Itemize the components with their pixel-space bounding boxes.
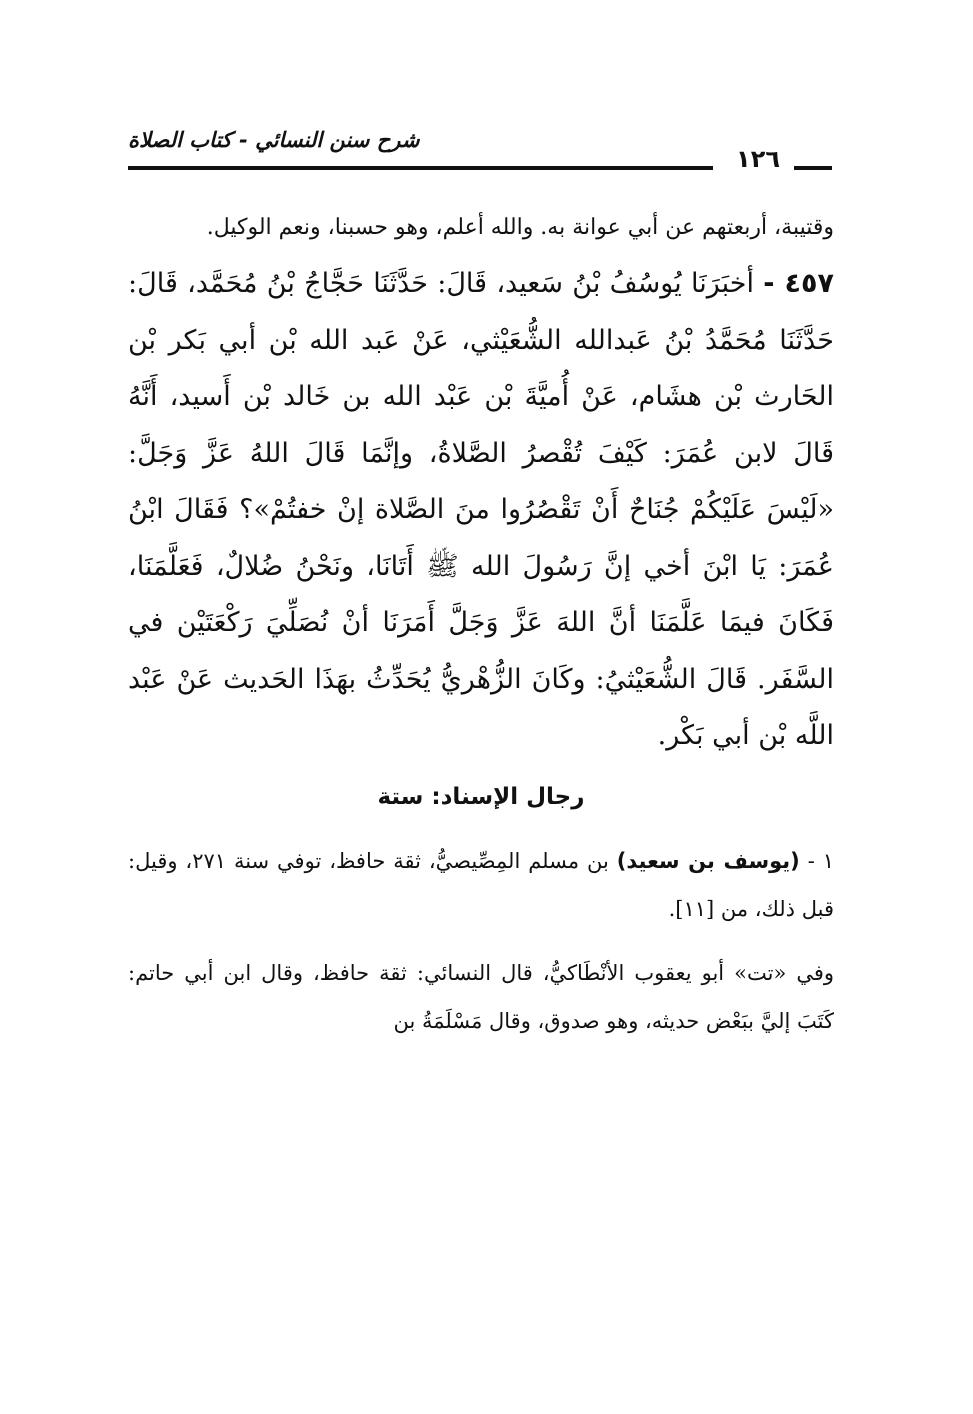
page-header bbox=[128, 128, 832, 188]
hadith-text: أخبَرَنَا يُوسُفُ بْنُ سَعيد، قَالَ: حَدَّثَنَا حَجَّاجُ بْنُ مُحَمَّد، قَالَ: حَدَّثَنَا مُحَمَّدُ بْنُ عَبدالله الشُّعَيْثي، عَنْ عَبد الله بْن أبي بَكر بْن الحَارث بْن هشَام، عَنْ أُميَّةَ بْن عَبْد الله بن خَالد بْن أَسيد، أَنَّهُ قَالَ لابن عُمَرَ: كَيْفَ تُقْصرُ الصَّلاةُ، وإنَّمَا قَالَ اللهُ عَزَّ وَجَلَّ: «لَيْسَ عَلَيْكُمْ جُنَاحٌ أَنْ تَقْصُرُوا منَ الصَّلاة إنْ خفتُمْ»؟ فَقَالَ ابْنُ عُمَرَ: يَا ابْنَ أخي إنَّ رَسُولَ الله ﷺ أَتَانَا، ونَحْنُ ضُلالٌ، فَعَلَّمَنَا، فَكَانَ فيمَا عَلَّمَنَا أنَّ اللهَ عَزَّ وَجَلَّ أَمَرَنَا أنْ نُصَلِّيَ رَكْعَتَيْن في السَّفَر. قَالَ الشُّعَيْثيُ: وكَانَ الزُّهْريُّ يُحَدِّثُ بهَذَا الحَديث عَنْ عَبْد اللَّه بْن أبي بَكْر. bbox=[128, 268, 835, 751]
note-text: بن مسلم المِصِّيصيُّ، ثقة حافظ، توفي سنة ٢٧١، وقيل: قبل ذلك، من [١١]. bbox=[128, 848, 834, 921]
note-number: ١ - bbox=[799, 848, 834, 873]
section-title: رجال الإسناد: ستة bbox=[377, 783, 585, 810]
header-rule bbox=[128, 166, 713, 170]
running-title: شرح سنن النسائي - كتاب الصلاة bbox=[128, 128, 420, 152]
narrator-note bbox=[128, 837, 834, 933]
hadith-number: ٤٥٧ - bbox=[763, 268, 834, 299]
page-number: ١٢٦ bbox=[736, 145, 780, 173]
header-rule-short bbox=[794, 166, 832, 170]
page-body bbox=[128, 204, 834, 1061]
narrator-name: (يوسف بن سعيد) bbox=[616, 848, 800, 873]
narrator-note-continued: وفي «تت» أبو يعقوب الأنْطَاكيُّ، قال النسائي: ثقة حافظ، وقال ابن أبي حاتم: كَتَبَ إليَّ ببَعْض حديثه، وهو صدوق، وقال مَسْلَمَةُ بن bbox=[128, 960, 834, 1033]
intro-paragraph: وقتيبة، أربعتهم عن أبي عوانة به. والله أعلم، وهو حسبنا، ونعم الوكيل. bbox=[206, 215, 834, 240]
hadith-paragraph bbox=[128, 256, 834, 765]
